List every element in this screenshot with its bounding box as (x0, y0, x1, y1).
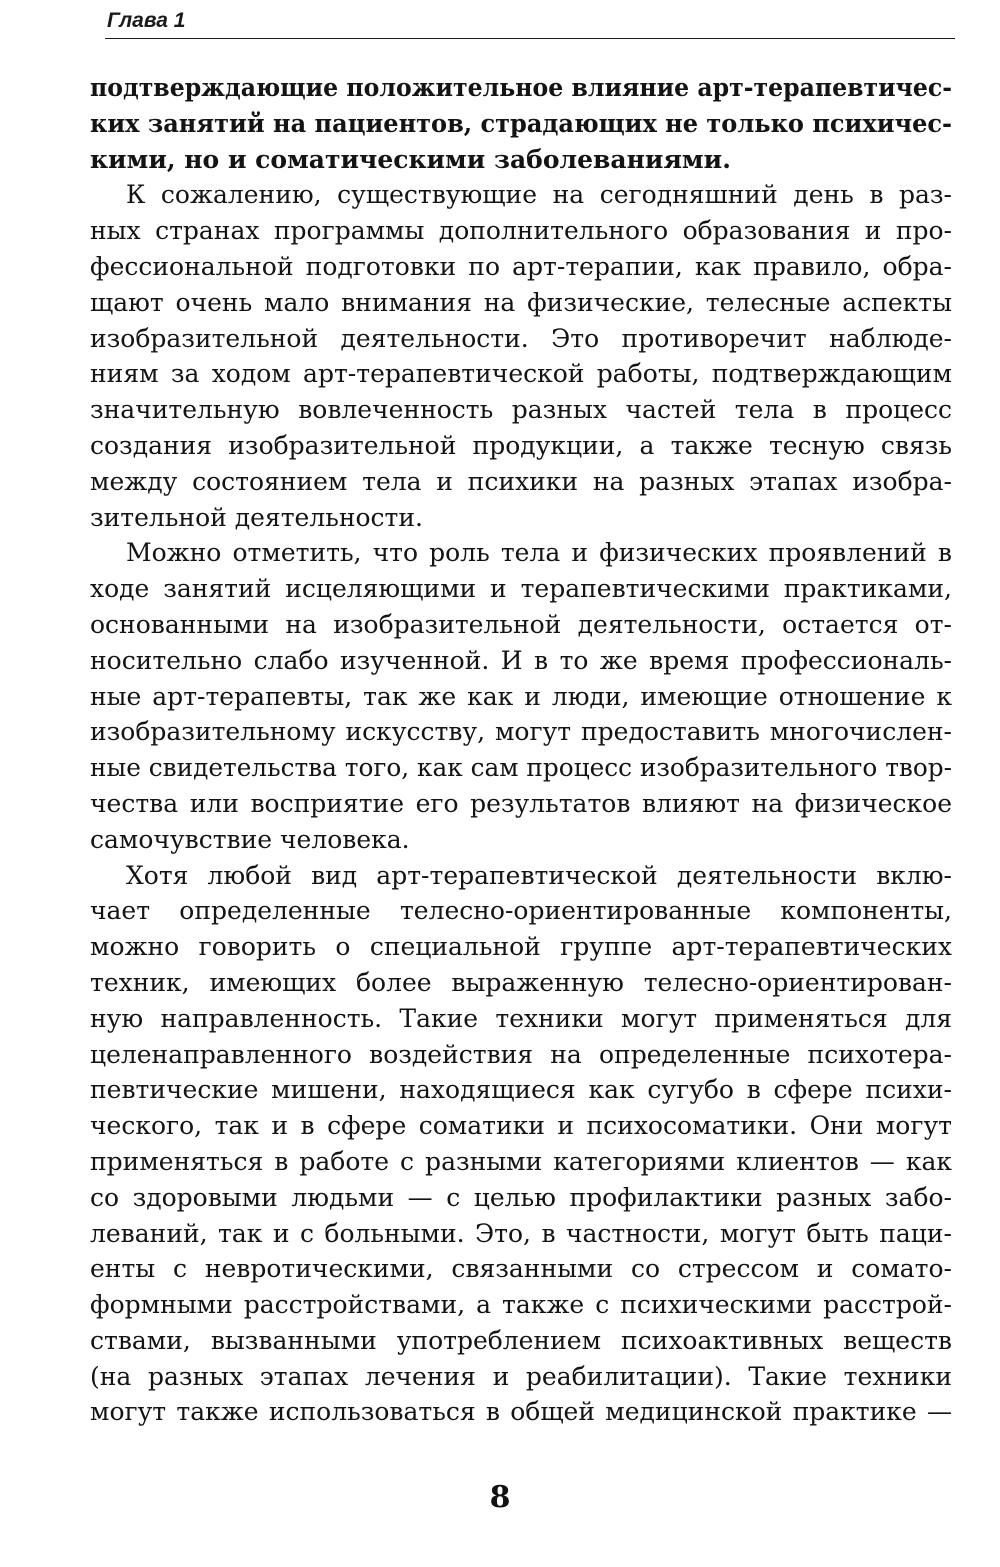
text-line: между состоянием тела и психики на разных этапах изобра- (90, 466, 952, 496)
text-line: Хотя любой вид арт-терапевтической деятельности вклю- (126, 860, 952, 890)
text-line: ниям за ходом арт-терапевтической работы, подтверждающим (90, 359, 952, 389)
text-line: ные свидетельства того, как сам процесс изобразительного твор- (90, 753, 952, 783)
text-line: целенаправленного воздействия на определенные психотера- (90, 1039, 952, 1069)
text-line: кими, но и соматическими заболеваниями. (90, 144, 731, 174)
chapter-title: Глава 1 (107, 9, 186, 32)
text-line: самочувствие человека. (90, 824, 410, 854)
text-line: чает определенные телесно-ориентированные компоненты, (90, 896, 952, 926)
text-line: применяться в работе с разными категориями клиентов — как (90, 1146, 952, 1176)
text-line: Можно отметить, что роль тела и физических проявлений в (126, 538, 952, 568)
text-line: К сожалению, существующие на сегодняшний день в раз- (126, 180, 952, 210)
paragraph-3 (90, 535, 952, 857)
text-line: енты с невротическими, связанными со стрессом и сомато- (90, 1254, 952, 1284)
text-line: основанными на изобразительной деятельности, остается от- (90, 609, 952, 639)
paragraph-4 (90, 858, 952, 1431)
text-line: со здоровыми людьми — с целью профилактики разных забо- (90, 1182, 952, 1212)
paragraph-1 (90, 70, 952, 177)
text-line: подтверждающие положительное влияние арт-терапевтичес- (90, 73, 952, 102)
text-line: изобразительному искусству, могут предоставить многочислен- (90, 717, 952, 747)
text-line: фессиональной подготовки по арт-терапии, как правило, обра- (90, 251, 952, 281)
text-line: ствами, вызванными употреблением психоактивных веществ (90, 1325, 952, 1355)
text-line: певтические мишени, находящиеся как сугубо в сфере психи- (90, 1075, 952, 1105)
text-line: ких занятий на пациентов, страдающих не только психичес- (90, 108, 952, 138)
text-line: ную направленность. Такие техники могут применяться для (90, 1003, 952, 1033)
running-header (105, 8, 955, 39)
text-line: значительную вовлеченность разных частей тела в процесс (90, 395, 952, 425)
text-line: щают очень мало внимания на физические, телесные аспекты (90, 287, 952, 317)
text-line: зительной деятельности. (90, 502, 423, 532)
text-line: ных странах программы дополнительного образования и про- (90, 216, 952, 246)
body-text (90, 70, 952, 1430)
page-number: 8 (489, 1480, 511, 1515)
text-line: могут также использоваться в общей медицинской практике — (90, 1397, 952, 1427)
text-line: ходе занятий исцеляющими и терапевтическими практиками, (90, 574, 952, 604)
text-line: изобразительной деятельности. Это противоречит наблюде- (90, 323, 952, 353)
text-line: можно говорить о специальной группе арт-терапевтических (90, 932, 952, 962)
text-line: ческого, так и в сфере соматики и психосоматики. Они могут (90, 1111, 952, 1141)
text-line: чества или восприятие его результатов влияют на физическое (90, 788, 952, 818)
text-line: (на разных этапах лечения и реабилитации). Такие техники (90, 1361, 952, 1391)
text-line: формными расстройствами, а также с психическими расстрой- (90, 1290, 952, 1320)
text-line: носительно слабо изученной. И в то же время профессиональ- (90, 645, 952, 675)
text-line: создания изобразительной продукции, а также тесную связь (90, 430, 952, 460)
text-line: ные арт-терапевты, так же как и люди, имеющие отношение к (90, 681, 952, 711)
text-line: техник, имеющих более выраженную телесно-ориентирован- (90, 967, 952, 997)
paragraph-2 (90, 177, 952, 535)
text-line: леваний, так и с больными. Это, в частности, могут быть паци- (90, 1218, 952, 1248)
